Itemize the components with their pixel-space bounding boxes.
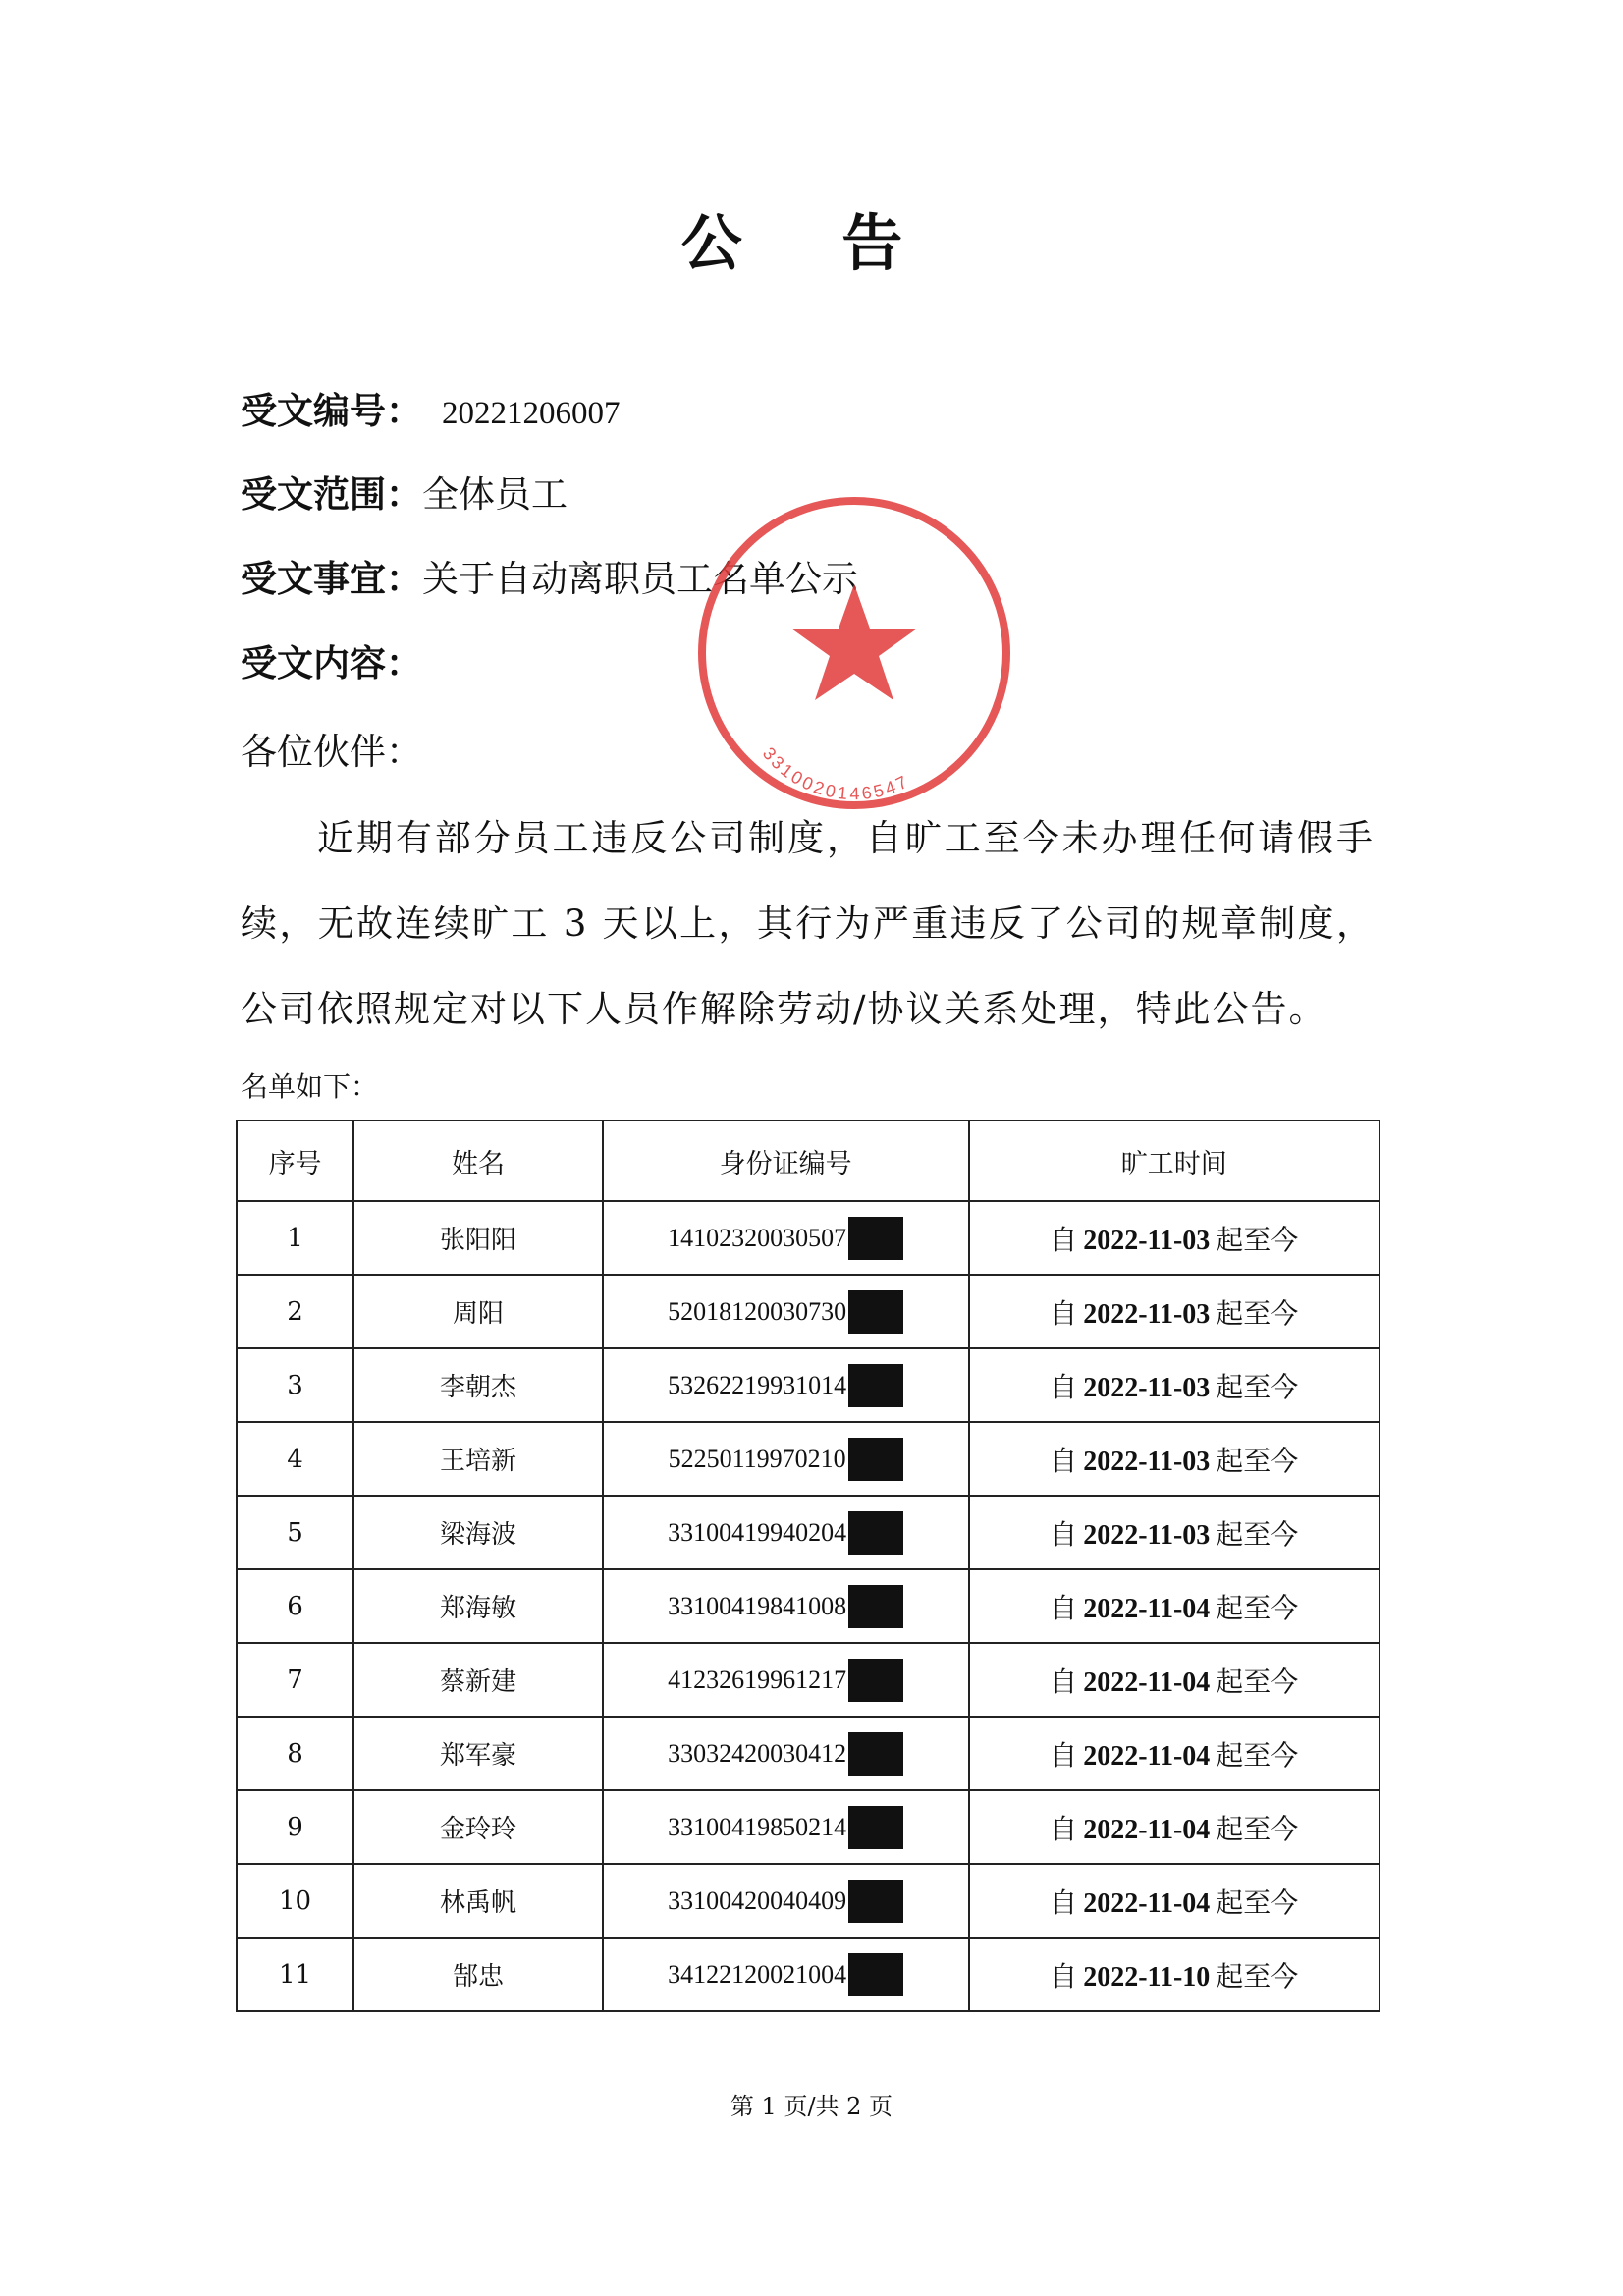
redaction-block: [848, 1217, 903, 1260]
row-no: 7: [237, 1643, 353, 1717]
row-name: 张阳阳: [353, 1201, 603, 1275]
subject-value: 关于自动离职员工名单公示: [422, 558, 858, 600]
table-row: [237, 1496, 1380, 1569]
redaction-block: [848, 1806, 903, 1849]
time-prefix: 自: [1050, 1444, 1078, 1477]
scope-row: [241, 465, 568, 518]
time-suffix: 起至今: [1216, 1444, 1299, 1477]
roster-body: [237, 1201, 1380, 2011]
table-row: [237, 1422, 1380, 1496]
row-name: 王培新: [353, 1422, 603, 1496]
company-seal: [692, 491, 1016, 815]
row-name: 梁海波: [353, 1496, 603, 1569]
row-id: 33100419940204: [668, 1517, 847, 1547]
row-id-cell: [603, 1864, 969, 1938]
salutation: 各位伙伴：: [241, 731, 422, 773]
row-name: 林禹帆: [353, 1864, 603, 1938]
row-id-cell: [603, 1717, 969, 1790]
row-id-cell: [603, 1201, 969, 1275]
row-no: 1: [237, 1201, 353, 1275]
roster-table: [236, 1120, 1380, 2012]
table-row: [237, 1348, 1380, 1422]
row-no: 11: [237, 1938, 353, 2011]
row-time: [969, 1422, 1380, 1496]
table-header-row: [237, 1121, 1380, 1201]
header-time: 旷工时间: [969, 1121, 1380, 1201]
time-prefix: 自: [1050, 1738, 1078, 1772]
time-prefix: 自: [1050, 1959, 1078, 1993]
row-time: [969, 1275, 1380, 1348]
time-suffix: 起至今: [1216, 1591, 1299, 1624]
row-date: 2022-11-04: [1083, 1814, 1211, 1845]
table-row: [237, 1569, 1380, 1643]
row-no: 4: [237, 1422, 353, 1496]
row-time: [969, 1790, 1380, 1864]
row-name: 郑海敏: [353, 1569, 603, 1643]
time-suffix: 起至今: [1216, 1738, 1299, 1772]
redaction-block: [848, 1732, 903, 1776]
row-id-cell: [603, 1275, 969, 1348]
doc-number-value: 20221206007: [442, 396, 621, 431]
row-id-cell: [603, 1938, 969, 2011]
doc-number-row: [241, 381, 621, 434]
time-prefix: 自: [1050, 1517, 1078, 1551]
time-suffix: 起至今: [1216, 1886, 1299, 1919]
content-row: [241, 633, 422, 686]
row-name: 周阳: [353, 1275, 603, 1348]
time-suffix: 起至今: [1216, 1812, 1299, 1845]
row-time: [969, 1643, 1380, 1717]
header-id: 身份证编号: [603, 1121, 969, 1201]
row-date: 2022-11-03: [1083, 1519, 1211, 1551]
time-prefix: 自: [1050, 1812, 1078, 1845]
page-title: 公 告: [680, 207, 943, 279]
redaction-block: [848, 1953, 903, 1996]
redaction-block: [848, 1880, 903, 1923]
row-time: [969, 1717, 1380, 1790]
row-date: 2022-11-03: [1083, 1372, 1211, 1403]
row-date: 2022-11-04: [1083, 1740, 1211, 1772]
time-prefix: 自: [1050, 1665, 1078, 1698]
row-date: 2022-11-10: [1083, 1961, 1211, 1993]
table-row: [237, 1790, 1380, 1864]
time-suffix: 起至今: [1216, 1959, 1299, 1993]
time-prefix: 自: [1050, 1370, 1078, 1403]
content-label: 受文内容：: [241, 641, 422, 684]
time-prefix: 自: [1050, 1591, 1078, 1624]
time-prefix: 自: [1050, 1223, 1078, 1256]
table-row: [237, 1201, 1380, 1275]
row-date: 2022-11-03: [1083, 1298, 1211, 1330]
row-name: 郜忠: [353, 1938, 603, 2011]
row-time: [969, 1496, 1380, 1569]
time-suffix: 起至今: [1216, 1517, 1299, 1551]
header-no: 序号: [237, 1121, 353, 1201]
row-no: 3: [237, 1348, 353, 1422]
seal-number: 3310020146547: [758, 743, 913, 804]
row-name: 金玲玲: [353, 1790, 603, 1864]
row-date: 2022-11-04: [1083, 1593, 1211, 1624]
redaction-block: [848, 1659, 903, 1702]
table-row: [237, 1938, 1380, 2011]
row-no: 2: [237, 1275, 353, 1348]
row-date: 2022-11-03: [1083, 1446, 1211, 1477]
row-no: 9: [237, 1790, 353, 1864]
row-date: 2022-11-04: [1083, 1887, 1211, 1919]
time-suffix: 起至今: [1216, 1665, 1299, 1698]
row-id: 53262219931014: [668, 1370, 847, 1399]
row-name: 蔡新建: [353, 1643, 603, 1717]
row-time: [969, 1201, 1380, 1275]
time-prefix: 自: [1050, 1886, 1078, 1919]
time-suffix: 起至今: [1216, 1370, 1299, 1403]
time-suffix: 起至今: [1216, 1296, 1299, 1330]
row-id-cell: [603, 1790, 969, 1864]
table-row: [237, 1864, 1380, 1938]
scope-label: 受文范围：: [241, 472, 422, 516]
row-date: 2022-11-03: [1083, 1225, 1211, 1256]
row-name: 李朝杰: [353, 1348, 603, 1422]
table-row: [237, 1717, 1380, 1790]
table-row: [237, 1275, 1380, 1348]
row-time: [969, 1938, 1380, 2011]
time-prefix: 自: [1050, 1296, 1078, 1330]
row-no: 8: [237, 1717, 353, 1790]
redaction-block: [848, 1438, 903, 1481]
row-id-cell: [603, 1422, 969, 1496]
row-name: 郑军豪: [353, 1717, 603, 1790]
row-id: 34122120021004: [668, 1959, 847, 1989]
doc-number-label: 受文编号：: [241, 389, 422, 432]
list-label: 名单如下：: [241, 1070, 379, 1103]
row-time: [969, 1348, 1380, 1422]
row-id-cell: [603, 1496, 969, 1569]
row-id: 33100420040409: [668, 1886, 847, 1915]
subject-label: 受文事宜：: [241, 557, 422, 600]
row-no: 5: [237, 1496, 353, 1569]
row-id: 41232619961217: [668, 1665, 847, 1694]
row-id: 52250119970210: [668, 1444, 846, 1473]
row-no: 6: [237, 1569, 353, 1643]
row-time: [969, 1569, 1380, 1643]
scope-value: 全体员工: [422, 473, 568, 516]
row-id: 52018120030730: [668, 1296, 847, 1326]
redaction-block: [848, 1364, 903, 1407]
row-id: 14102320030507: [668, 1223, 847, 1252]
row-id-cell: [603, 1643, 969, 1717]
row-time: [969, 1864, 1380, 1938]
row-no: 10: [237, 1864, 353, 1938]
row-id: 33100419841008: [668, 1591, 847, 1620]
page-number: 第 1 页/共 2 页: [730, 2093, 893, 2120]
time-suffix: 起至今: [1216, 1223, 1299, 1256]
svg-text:3310020146547: [759, 743, 913, 803]
redaction-block: [848, 1290, 903, 1334]
table-row: [237, 1643, 1380, 1717]
seal-star-icon: [791, 584, 917, 700]
redaction-block: [848, 1585, 903, 1628]
row-id: 33032420030412: [668, 1738, 847, 1768]
header-name: 姓名: [353, 1121, 603, 1201]
row-id-cell: [603, 1348, 969, 1422]
redaction-block: [848, 1511, 903, 1555]
row-date: 2022-11-04: [1083, 1667, 1211, 1698]
row-id: 33100419850214: [668, 1812, 847, 1841]
body-paragraph: 近期有部分员工违反公司制度，自旷工至今未办理任何请假手续，无故连续旷工 3 天以上，其行为严重违反了公司的规章制度，公司依照规定对以下人员作解除劳动/协议关系处理，特此公告。: [241, 817, 1375, 1030]
row-id-cell: [603, 1569, 969, 1643]
